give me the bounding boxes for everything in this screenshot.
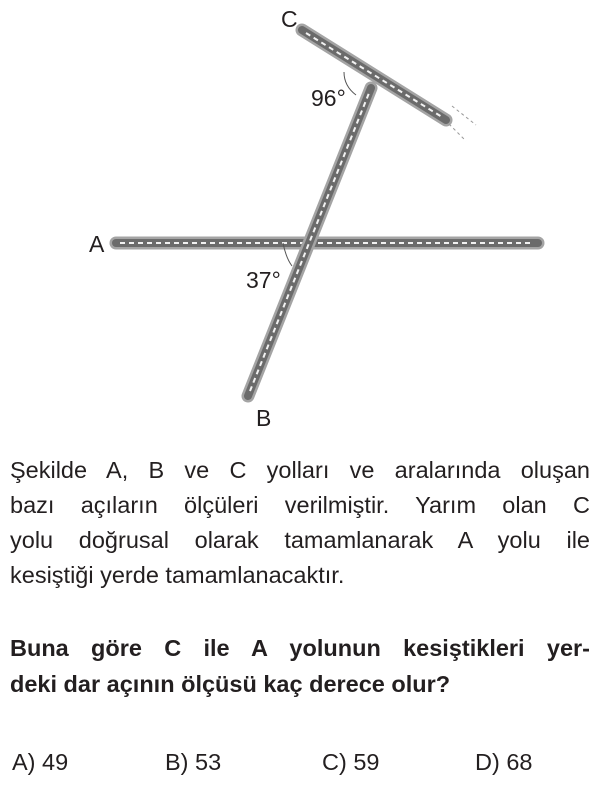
road-label-c: C [281, 6, 298, 32]
question-text [10, 453, 590, 593]
choice-c[interactable] [322, 748, 379, 776]
angle-label-37: 37° [246, 267, 281, 293]
choice-value: 68 [506, 749, 533, 775]
angle-label-96: 96° [311, 85, 346, 111]
road-label-b: B [256, 405, 272, 431]
choice-value: 53 [195, 749, 222, 775]
road-c-extension [452, 106, 476, 125]
question-line: bazı açıların ölçüleri verilmiştir. Yarım olan C [10, 492, 590, 518]
choice-a[interactable] [12, 748, 68, 776]
choice-b[interactable] [165, 748, 221, 776]
choice-value: 59 [353, 749, 380, 775]
angle-arc-96 [344, 72, 356, 95]
choice-letter: D) [475, 749, 500, 775]
road-label-a: A [89, 231, 105, 257]
question-line: kesiştiği yerde tamamlanacaktır. [10, 562, 345, 588]
prompt-line: deki dar açının ölçüsü kaç derece olur? [10, 671, 451, 697]
choice-letter: C) [322, 749, 347, 775]
question-line: Şekilde A, B ve C yolları ve aralarında oluşan [10, 457, 590, 483]
choice-letter: B) [165, 749, 189, 775]
choice-d[interactable] [475, 748, 532, 776]
choice-value: 49 [42, 749, 69, 775]
road-c-extension [449, 124, 466, 141]
choice-letter: A) [12, 749, 36, 775]
question-prompt [10, 630, 590, 702]
question-line: yolu doğrusal olarak tamamlanarak A yolu ile [10, 527, 590, 553]
prompt-line: Buna göre C ile A yolunun kesiştikleri yer- [10, 635, 590, 661]
